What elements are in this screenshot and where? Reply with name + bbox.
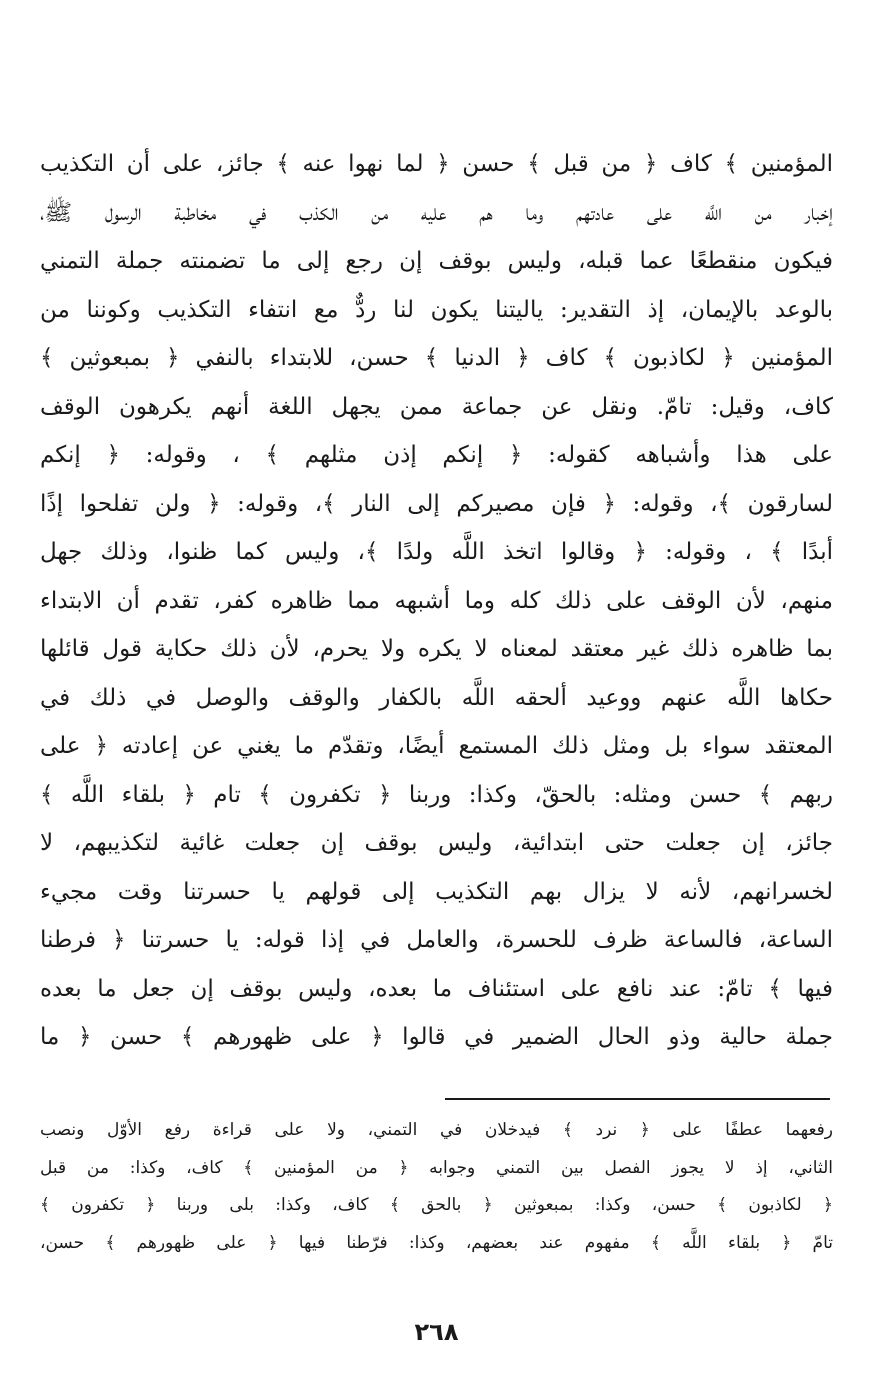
main-text-line: جملة حالية وذو الحال الضمير في قالوا ﴿ على ظهورهم ﴾ حسن ﴿ ما: [40, 1024, 833, 1050]
footnote-line: رفعهما عطفًا على ﴿ نرد ﴾ فيدخلان في التمني، ولا على قراءة رفع الأوّل ونصب: [40, 1120, 833, 1140]
main-text-line: لخسرانهم، لأنه لا يزال بهم التكذيب إلى قولهم يا حسرتنا وقت مجيء: [40, 878, 833, 905]
main-text-line: المعتقد سواء بل ومثل ذلك المستمع أيضًا، وتقدّم ما يغني عن إعادته ﴿ على: [40, 733, 833, 759]
footnote-line: ﴿ لكاذبون ﴾ حسن، وكذا: بمبعوثين ﴿ بالحق ﴾ كاف، وكذا: بلى وربنا ﴿ تكفرون ﴾: [40, 1195, 833, 1215]
main-text-line: لسارقون ﴾، وقوله: ﴿ فإن مصيركم إلى النار ﴾، وقوله: ﴿ ولن تفلحوا إذًا: [40, 490, 833, 517]
main-text-line: بالوعد بالإيمان، إذ التقدير: ياليتنا يكون لنا ردٌّ مع انتفاء التكذيب وكوننا من: [40, 296, 833, 323]
footnote: [40, 1112, 833, 1262]
main-text: [40, 140, 833, 1062]
main-text-line: أبدًا ﴾ ، وقوله: ﴿ وقالوا اتخذ اللَّه ولدًا ﴾، وليس كما ظنوا، وذلك جهل: [40, 539, 833, 565]
main-text-line: فيها ﴾ تامّ: عند نافع على استئناف ما بعده، وليس بوقف إن جعل ما بعده: [40, 975, 833, 1002]
main-text-line: على هذا وأشباهه كقوله: ﴿ إنكم إذن مثلهم ﴾ ، وقوله: ﴿ إنكم: [40, 442, 833, 468]
main-text-line: المؤمنين ﴾ كاف ﴿ من قبل ﴾ حسن ﴿ لما نهوا عنه ﴾ جائز، على أن التكذيب: [40, 151, 833, 177]
main-text-line: جائز، إن جعلت حتى ابتدائية، وليس بوقف إن جعلت غائية لتكذيبهم، لا: [40, 830, 833, 856]
main-text-line: بما ظاهره ذلك غير معتقد لمعناه لا يكره ولا يحرم، لأن ذلك حكاية قول قائلها: [40, 636, 833, 662]
main-text-line: إخبار من اللَّه على عادتهم وما هم عليه من الكذب في مخاطبة الرسول ﷺ،: [40, 199, 833, 226]
footnote-divider: [445, 1098, 830, 1100]
main-text-line: المؤمنين ﴿ لكاذبون ﴾ كاف ﴿ الدنيا ﴾ حسن، للابتداء بالنفي ﴿ بمبعوثين ﴾: [40, 345, 833, 371]
main-text-line: الساعة، فالساعة ظرف للحسرة، والعامل في إذا قوله: يا حسرتنا ﴿ فرطنا: [40, 927, 833, 953]
main-text-line: حكاها اللَّه عنهم ووعيد ألحقه اللَّه بالكفار والوقف والوصل في ذلك في: [40, 684, 833, 711]
main-text-line: ربهم ﴾ حسن ومثله: بالحقّ، وكذا: وربنا ﴿ تكفرون ﴾ تام ﴿ بلقاء اللَّه ﴾: [40, 781, 833, 808]
footnote-line: تامّ ﴿ بلقاء اللَّه ﴾ مفهوم عند بعضهم، وكذا: فرّطنا فيها ﴿ على ظهورهم ﴾ حسن،: [40, 1232, 833, 1253]
main-text-line: كاف، وقيل: تامّ. ونقل عن جماعة ممن يجهل اللغة أنهم يكرهون الوقف: [40, 393, 833, 420]
main-text-line: فيكون منقطعًا عما قبله، وليس بوقف إن رجع إلى ما تضمنته جملة التمني: [40, 248, 833, 274]
main-text-line: منهم، لأن الوقف على ذلك كله وما أشبهه مما ظاهره كفر، تقدم أن الابتداء: [40, 587, 833, 614]
page-number: ٢٦٨: [414, 1318, 459, 1346]
footnote-line: الثاني، إذ لا يجوز الفصل بين التمني وجوابه ﴿ من المؤمنين ﴾ كاف، وكذا: من قبل: [40, 1157, 833, 1178]
